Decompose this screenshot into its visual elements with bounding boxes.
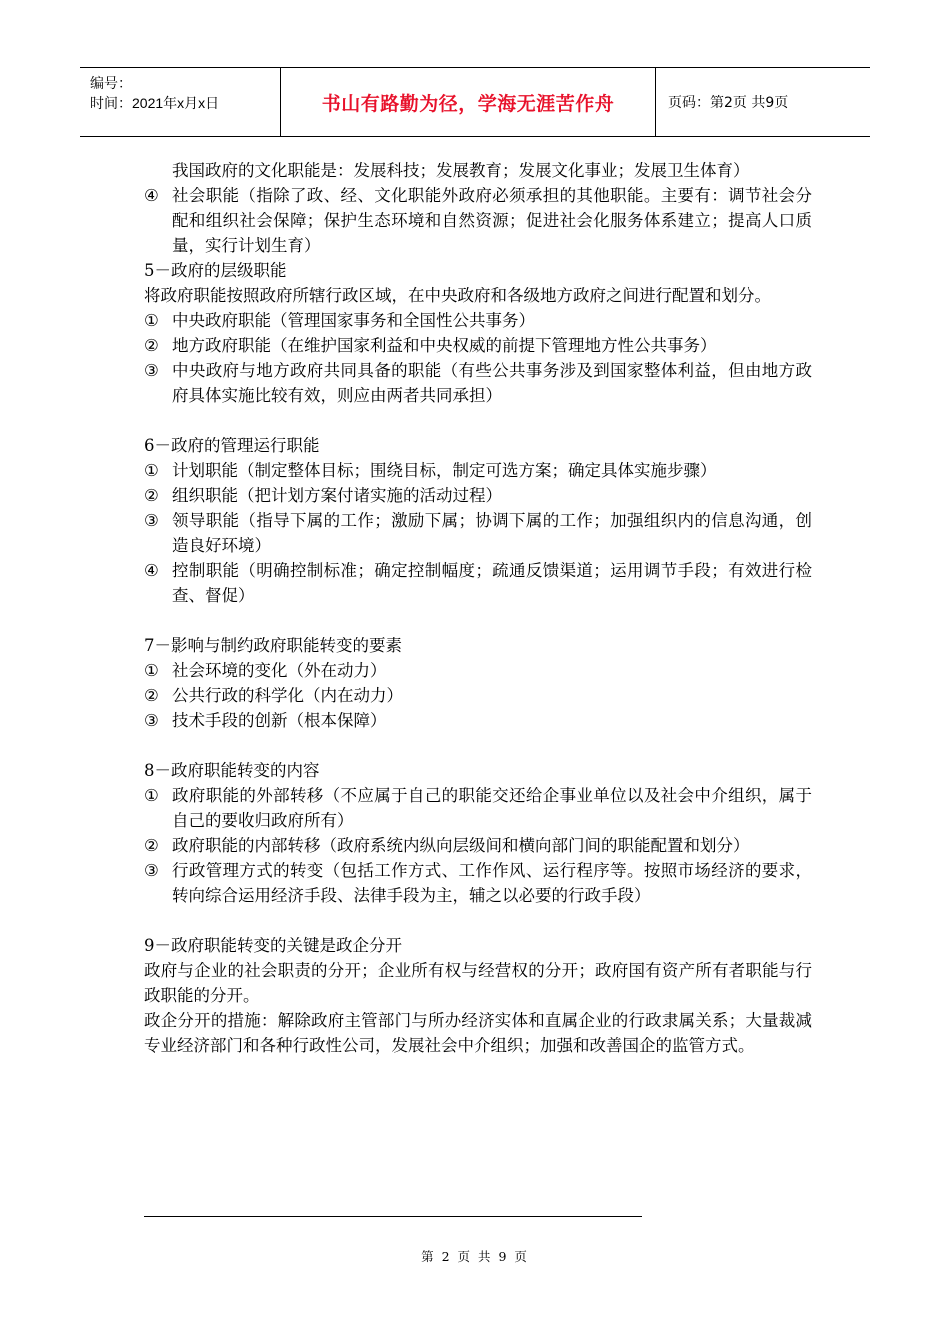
list-item-number: ② xyxy=(144,336,159,355)
list-item-text: 公共行政的科学化（内在动力） xyxy=(172,686,403,705)
list-item xyxy=(144,683,812,708)
paragraph: 8－政府职能转变的内容 xyxy=(144,761,320,780)
paragraph: 7－影响与制约政府职能转变的要素 xyxy=(144,636,402,655)
paragraph: 9－政府职能转变的关键是政企分开 xyxy=(144,936,402,955)
list-item-number: ① xyxy=(144,661,159,680)
list-item-text: 技术手段的创新（根本保障） xyxy=(172,711,387,730)
list-item-text: 行政管理方式的转变（包括工作方式、工作作风、运行程序等。按照市场经济的要求，转向综合运用经济手段、法律手段为主，辅之以必要的行政手段） xyxy=(172,861,812,905)
list-item xyxy=(144,833,812,858)
paragraph: 6－政府的管理运行职能 xyxy=(144,436,320,455)
list-item xyxy=(144,858,812,908)
list-item xyxy=(144,358,812,408)
list-item-text: 政府职能的内部转移（政府系统内纵向层级间和横向部门间的职能配置和划分） xyxy=(172,836,750,855)
paragraph: 我国政府的文化职能是：发展科技；发展教育；发展文化事业；发展卫生体育） xyxy=(172,161,750,180)
blank-line xyxy=(144,608,812,633)
page-footer: 第 2 页 共 9 页 xyxy=(421,1249,529,1264)
list-item-number: ② xyxy=(144,486,159,505)
page-header xyxy=(80,67,870,137)
blank-line xyxy=(144,408,812,433)
header-meta xyxy=(80,68,281,136)
list-item-number: ① xyxy=(144,786,159,805)
list-item xyxy=(144,508,812,558)
list-item-number: ③ xyxy=(144,711,159,730)
header-page-info: 页码：第2页 共9页 xyxy=(668,95,789,111)
list-item-text: 控制职能（明确控制标准；确定控制幅度；疏通反馈渠道；运用调节手段；有效进行检查、督促） xyxy=(172,561,812,605)
document-body xyxy=(144,158,812,1058)
list-item-number: ① xyxy=(144,461,159,480)
list-item-text: 领导职能（指导下属的工作；激励下属；协调下属的工作；加强组织内的信息沟通，创造良好环境） xyxy=(172,511,812,555)
list-item-text: 中央政府与地方政府共同具备的职能（有些公共事务涉及到国家整体利益，但由地方政府具体实施比较有效，则应由两者共同承担） xyxy=(172,361,812,405)
list-item-number: ② xyxy=(144,686,159,705)
list-item-text: 地方政府职能（在维护国家利益和中央权威的前提下管理地方性公共事务） xyxy=(172,336,717,355)
list-item-text: 社会环境的变化（外在动力） xyxy=(172,661,387,680)
list-item xyxy=(144,183,812,258)
list-item xyxy=(144,558,812,608)
blank-line xyxy=(144,908,812,933)
list-item-number: ③ xyxy=(144,511,159,530)
list-item xyxy=(144,708,812,733)
footer-divider xyxy=(144,1216,642,1217)
list-item-text: 中央政府职能（管理国家事务和全国性公共事务） xyxy=(172,311,535,330)
list-item-number: ④ xyxy=(144,561,159,580)
list-item-number: ② xyxy=(144,836,159,855)
list-item-number: ④ xyxy=(144,186,159,205)
list-item-number: ① xyxy=(144,311,159,330)
list-item-number: ③ xyxy=(144,861,159,880)
list-item-text: 计划职能（制定整体目标；围绕目标，制定可选方案；确定具体实施步骤） xyxy=(172,461,717,480)
list-item xyxy=(144,458,812,483)
list-item xyxy=(144,658,812,683)
header-number-label: 编号： xyxy=(90,75,132,91)
list-item-text: 社会职能（指除了政、经、文化职能外政府必须承担的其他职能。主要有：调节社会分配和组织社会保障；保护生态环境和自然资源；促进社会化服务体系建立；提高人口质量，实行计划生育） xyxy=(172,186,812,255)
list-item xyxy=(144,483,812,508)
list-item xyxy=(144,333,812,358)
paragraph: 将政府职能按照政府所辖行政区域，在中央政府和各级地方政府之间进行配置和划分。 xyxy=(144,286,771,305)
list-item-number: ③ xyxy=(144,361,159,380)
blank-line xyxy=(144,733,812,758)
header-motto: 书山有路勤为径，学海无涯苦作舟 xyxy=(281,68,656,136)
list-item-text: 组织职能（把计划方案付诸实施的活动过程） xyxy=(172,486,502,505)
paragraph: 5－政府的层级职能 xyxy=(144,261,287,280)
header-date: 时间：2021年x月x日 xyxy=(90,95,220,111)
list-item xyxy=(144,783,812,833)
list-item xyxy=(144,308,812,333)
paragraph: 政企分开的措施：解除政府主管部门与所办经济实体和直属企业的行政隶属关系；大量裁减专业经济部门和各种行政性公司，发展社会中介组织；加强和改善国企的监管方式。 xyxy=(144,1011,812,1055)
list-item-text: 政府职能的外部转移（不应属于自己的职能交还给企事业单位以及社会中介组织，属于自己的要收归政府所有） xyxy=(172,786,812,830)
paragraph: 政府与企业的社会职责的分开；企业所有权与经营权的分开；政府国有资产所有者职能与行政职能的分开。 xyxy=(144,961,812,1005)
